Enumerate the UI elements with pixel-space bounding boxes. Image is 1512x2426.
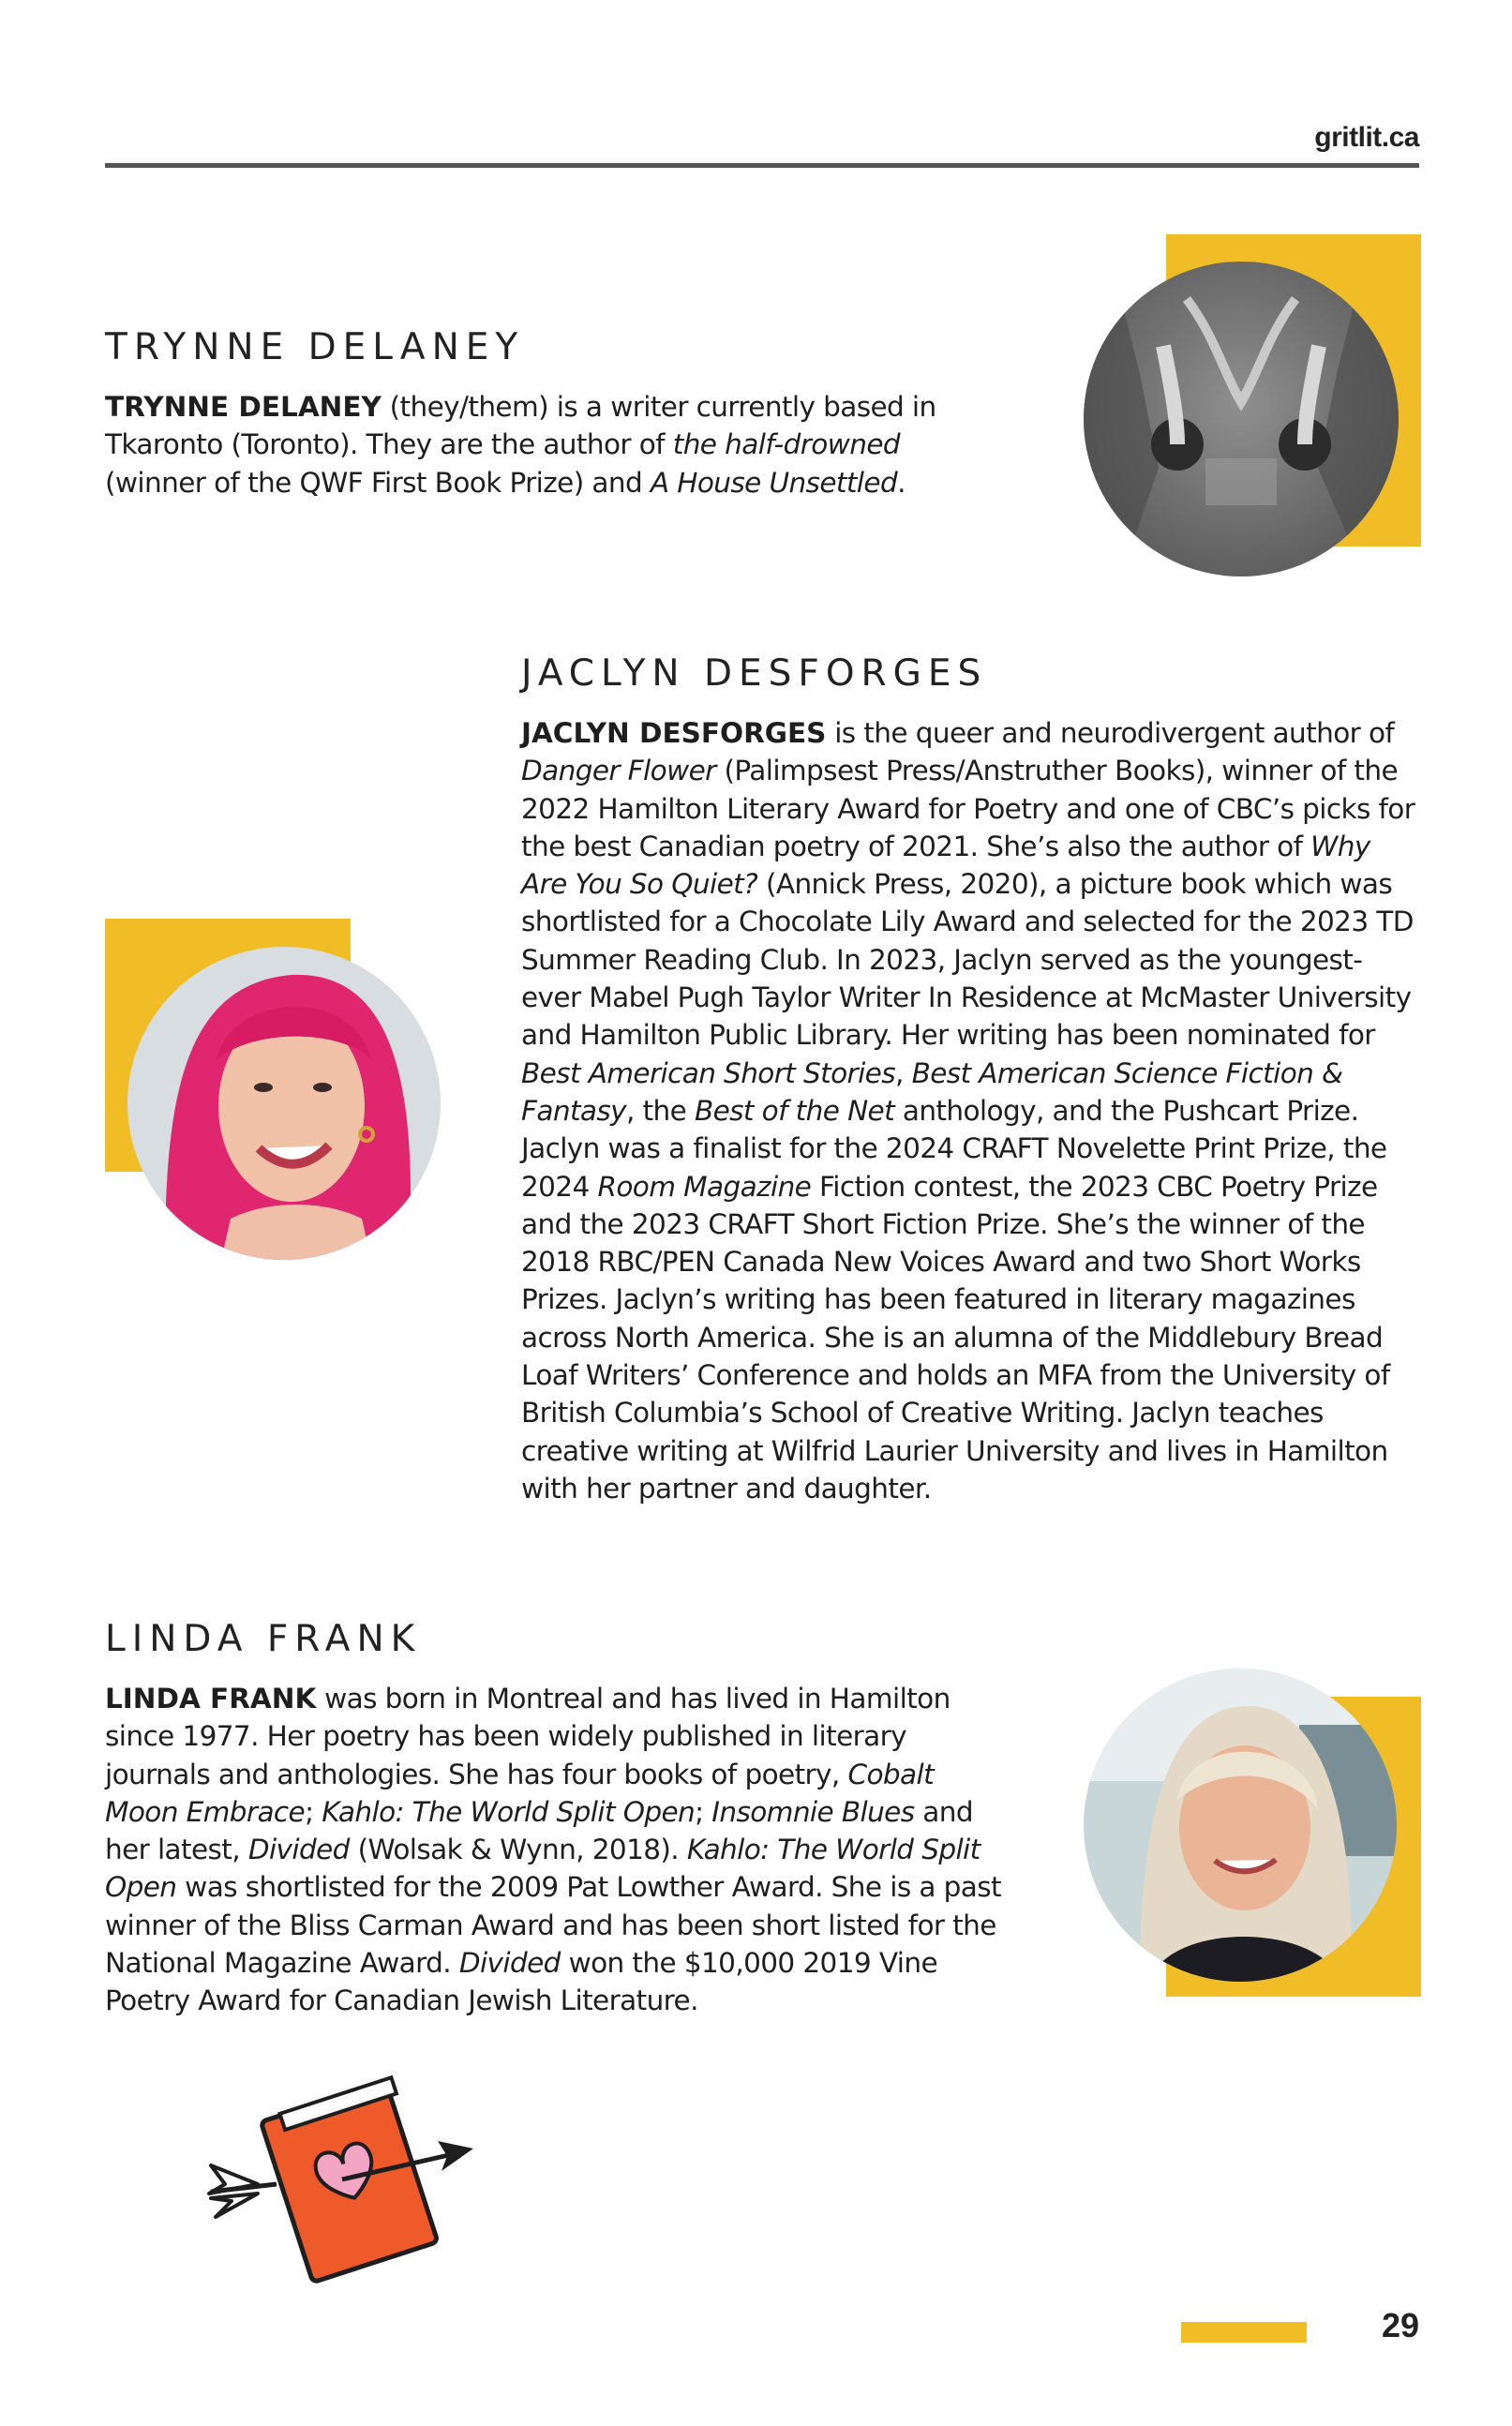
author-name-heading: JACLYN DESFORGES	[521, 652, 988, 695]
author-photo-linda-frank	[1084, 1669, 1397, 1982]
author-bio: JACLYN DESFORGES is the queer and neurodivergent author of Danger Flower (Palimpsest Press/Anstruther Books), winner of the 2022 Hamilton Literary Award for Poetry and one of CBC’s picks for the best Canadian poetry of 2021. She’s also the author of Why Are You So Quiet? (Annick Press, 2020), a picture book which was shortlisted for a Chocolate Lily Award and selected for the 2023 TD Summer Reading Club. In 2023, Jaclyn served as the youngest-ever Mabel Pugh Taylor Writer In Residence at McMaster University and Hamilton Public Library. Her writing has been nominated for Best American Short Stories, Best American Science Fiction & Fantasy, the Best of the Net anthology, and the Pushcart Prize. Jaclyn was a finalist for the 2024 CRAFT Novelette Print Prize, the 2024 Room Magazine Fiction contest, the 2023 CBC Poetry Prize and the 2023 CRAFT Short Fiction Prize. She’s the winner of the 2018 RBC/PEN Canada New Voices Award and two Short Works Prizes. Jaclyn’s writing has been featured in literary magazines across North America. She is an alumna of the Middlebury Bread Loaf Writers’ Conference and holds an MFA from the University of British Columbia’s School of Creative Writing. Jaclyn teaches creative writing at Wilfrid Laurier University and lives in Hamilton with her partner and daughter.	[521, 717, 1415, 1505]
author-photo-trynne-delaney	[1084, 262, 1399, 577]
site-url[interactable]: gritlit.ca	[1314, 122, 1419, 153]
author-name-heading: LINDA FRANK	[105, 1618, 422, 1660]
footer-accent-bar	[1181, 2322, 1307, 2343]
book-heart-arrow-icon	[192, 2044, 492, 2315]
author-bio: TRYNNE DELANEY (they/them) is a writer currently based in Tkaronto (Toronto). They are the author of the half-drowned (winner of the QWF First Book Prize) and A House Unsettled.	[105, 391, 936, 499]
page-number: 29	[1381, 2306, 1419, 2344]
author-name-heading: TRYNNE DELANEY	[105, 326, 525, 368]
header-divider	[105, 163, 1419, 168]
author-photo-jaclyn-desforges	[127, 947, 441, 1260]
author-bio: LINDA FRANK was born in Montreal and has lived in Hamilton since 1977. Her poetry has been widely published in literary journals and anthologies. She has four books of poetry, Cobalt Moon Embrace; Kahlo: The World Split Open; Insomnie Blues and her latest, Divided (Wolsak & Wynn, 2018). Kahlo: The World Split Open was shortlisted for the 2009 Pat Lowther Award. She is a past winner of the Bliss Carman Award and has been short listed for the National Magazine Award. Divided won the $10,000 2019 Vine Poetry Award for Canadian Jewish Literature.	[105, 1683, 1001, 2017]
